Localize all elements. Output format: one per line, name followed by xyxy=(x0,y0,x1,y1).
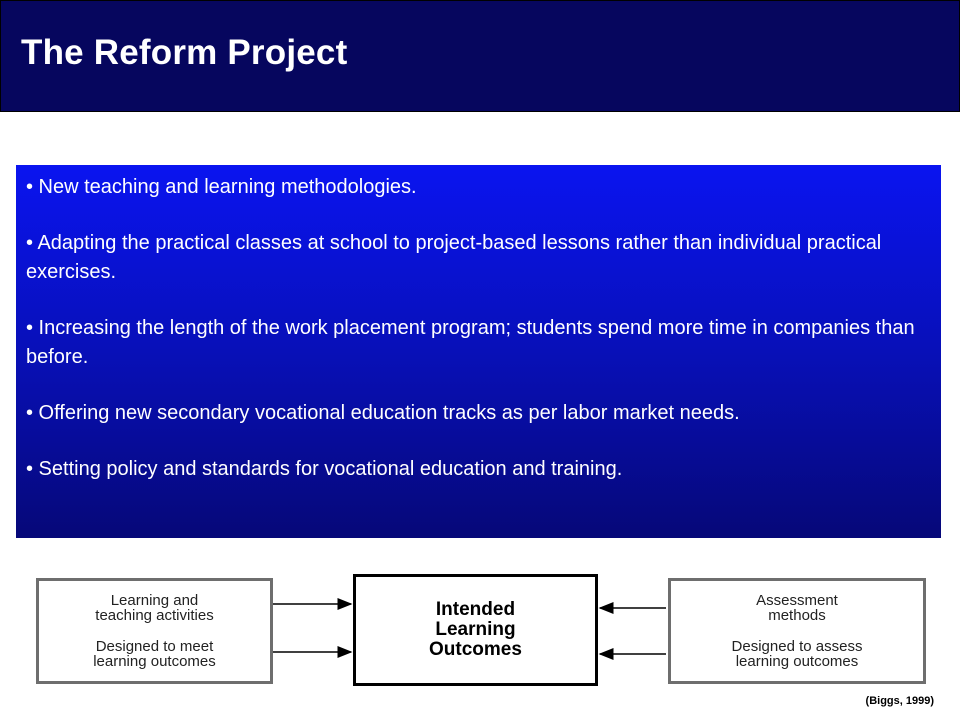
alignment-diagram xyxy=(0,560,960,720)
box-label: teaching activities xyxy=(95,607,214,624)
learning-activities-box xyxy=(36,578,273,684)
box-label: learning outcomes xyxy=(93,653,216,670)
box-label: Designed to meet xyxy=(95,638,214,655)
box-label: Outcomes xyxy=(429,639,522,660)
box-label: Designed to assess xyxy=(731,638,863,655)
box-label: learning outcomes xyxy=(735,653,859,670)
box-label: Assessment xyxy=(756,592,838,609)
bullet-item: • Setting policy and standards for vocational education and training. xyxy=(26,458,623,480)
bullet-panel xyxy=(16,165,941,538)
intended-outcomes-box xyxy=(353,574,598,686)
title-bar xyxy=(0,0,960,112)
box-label: Learning and xyxy=(110,592,199,609)
bullet-item: • New teaching and learning methodologies. xyxy=(26,176,417,198)
bullet-item: • Offering new secondary vocational education tracks as per labor market needs. xyxy=(26,402,740,424)
box-label: methods xyxy=(768,607,826,624)
box-label: Intended xyxy=(435,599,516,620)
slide-title: The Reform Project xyxy=(21,33,348,72)
citation: (Biggs, 1999) xyxy=(865,695,934,707)
bullet-item: • Adapting the practical classes at school to project-based lessons rather than individual practical exercises. xyxy=(26,232,882,283)
box-label: Learning xyxy=(435,619,516,640)
assessment-methods-box xyxy=(668,578,926,684)
bullet-item: • Increasing the length of the work placement program; students spend more time in companies than before. xyxy=(26,317,915,368)
